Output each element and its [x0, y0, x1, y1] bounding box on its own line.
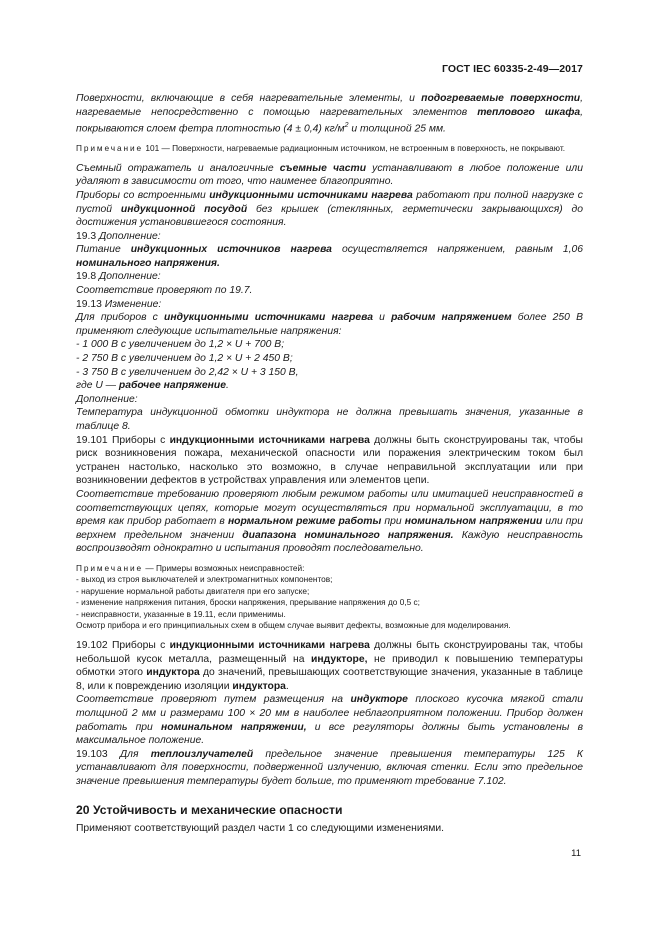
list-item: - нарушение нормальной работы двигателя при его запуске; [76, 585, 310, 596]
paragraph-section-20: Применяют соответствующий раздел части 1 со следующими изменениями. [76, 823, 444, 835]
document-body [76, 92, 583, 836]
list-item: - неисправности, указанные в 19.11, если применимы. [76, 608, 286, 619]
note-101: Примечание 101 — Поверхности, нагреваемые радиационным источником, не встроенным в поверхность, не покрывают. [76, 143, 566, 154]
paragraph-builtin-induction: Приборы со встроенными индукционными источниками нагрева работают при полной нагрузке с пустой индукционной посудой без крышек (стеклянных, герметически закрывающихся) до достижения установившегося состояния. [76, 189, 583, 229]
section-20-title: 20 Устойчивость и механические опасности [76, 803, 343, 818]
note-fault-examples: Примечание — Примеры возможных неисправностей: - выход из строя выключателей и электромагнитных компонентов; - нарушение нормальной работы двигателя при его запуске; - изменение напряжения питания, броски напряжения, прерывание напряжения до 0,5 с; - неисправности, указанные в 19.11, если применимы. Осмотр прибора и его принципиальных схем в общем случае выявит дефекты, возможные для моделирования. [76, 563, 583, 632]
paragraph-steel-test: Соответствие проверяют путем размещения на индукторе плоского кусочка мягкой стали толщиной 2 мм и размерами 100 × 20 мм в наиболее неблагоприятном положении. Прибор должен работать при номинальном напряжении, и все регуляторы должны быть установлены в максимальное положение. [76, 694, 583, 747]
clause-19-102: 19.102 Приборы с индукционными источниками нагрева должны быть сконструированы так, чтобы небольшой кусок металла, размещенный на индукторе, не приводил к повышению температуры обмотки этого индуктора до значений, превышающих соответствующие значения, указанные в таблице 8, или к повреждению изоляции индуктора. [76, 639, 583, 692]
clause-19-8: 19.8 Дополнение: [76, 271, 161, 283]
standard-header: ГОСТ IEC 60335-2-49—2017 [441, 63, 583, 75]
paragraph-surfaces: Поверхности, включающие в себя нагревательные элементы, и подогреваемые поверхности, нагреваемые непосредственно с помощью нагревательных элементов теплового шкафа, покрываются слоем фетра плотностью (4 ± 0,4) $кг/м^2$ и толщиной 25 мм. [76, 93, 584, 135]
clause-19-103: 19.103 Для теплоизлучателей предельное значение превышения температуры 125 К устанавливают для поверхности, подверженной излучению, включая стенки. Если это предельное значение превышения температуры будет больше, то применяют требование 7.102. [76, 748, 583, 787]
paragraph-fault-simulation: Соответствие требованию проверяют любым режимом работы или имитацией неисправностей в соответствующих цепях, которые могут осуществляться при нормальной эксплуатации, в то время как прибор работает в нормальном режиме работы при номинальном напряжении или при верхнем предельном значении диапазона номинального напряжения. Каждую неисправность воспроизводят однократно и испытания проводят последовательно. [76, 488, 584, 555]
list-item: - 2 750 В с увеличением до 1,2 × U + 2 450 В; [76, 353, 293, 365]
paragraph-compliance-19-7: Соответствие проверяют по 19.7. [76, 285, 253, 297]
list-item: - выход из строя выключателей и электромагнитных компонентов; [76, 574, 333, 585]
paragraph-where-u: где U — рабочее напряжение. [76, 380, 229, 392]
paragraph-addition: Дополнение: [76, 393, 138, 405]
clause-19-3: 19.3 Дополнение: [76, 230, 161, 242]
paragraph-reflector: Съемный отражатель и аналогичные съемные части устанавливают в любое положение или удаляют в зависимости от того, что наименее благоприятно. [76, 162, 583, 188]
list-item: - 3 750 В с увеличением до 2,42 × U + 3 150 В, [76, 366, 299, 378]
paragraph-power-supply: Питание индукционных источников нагрева осуществляется напряжением, равным 1,06 номинального напряжения. [76, 244, 584, 269]
page-number: 11 [571, 848, 581, 859]
list-item: - 1 000 В с увеличением до 1,2 × U + 700 В; [76, 339, 285, 351]
clause-19-101: 19.101 Приборы с индукционными источниками нагрева должны быть сконструированы так, чтобы риск возникновения пожара, механической опасности или поражения электрическим током был устранен настолько, насколько это возможно, в случае неправильной эксплуатации или при возникновении дефектов в устройствах управления или элементов цепи. [76, 434, 583, 487]
paragraph-test-voltages: Для приборов с индукционными источниками нагрева и рабочим напряжением более 250 В применяют следующие испытательные напряжения: [76, 312, 583, 337]
clause-19-13: 19.13 Изменение: [76, 298, 162, 310]
list-item: - изменение напряжения питания, броски напряжения, прерывание напряжения до 0,5 с; [76, 597, 420, 608]
paragraph-winding-temperature: Температура индукционной обмотки индуктора не должна превышать значения, указанные в таблице 8. [76, 407, 583, 432]
